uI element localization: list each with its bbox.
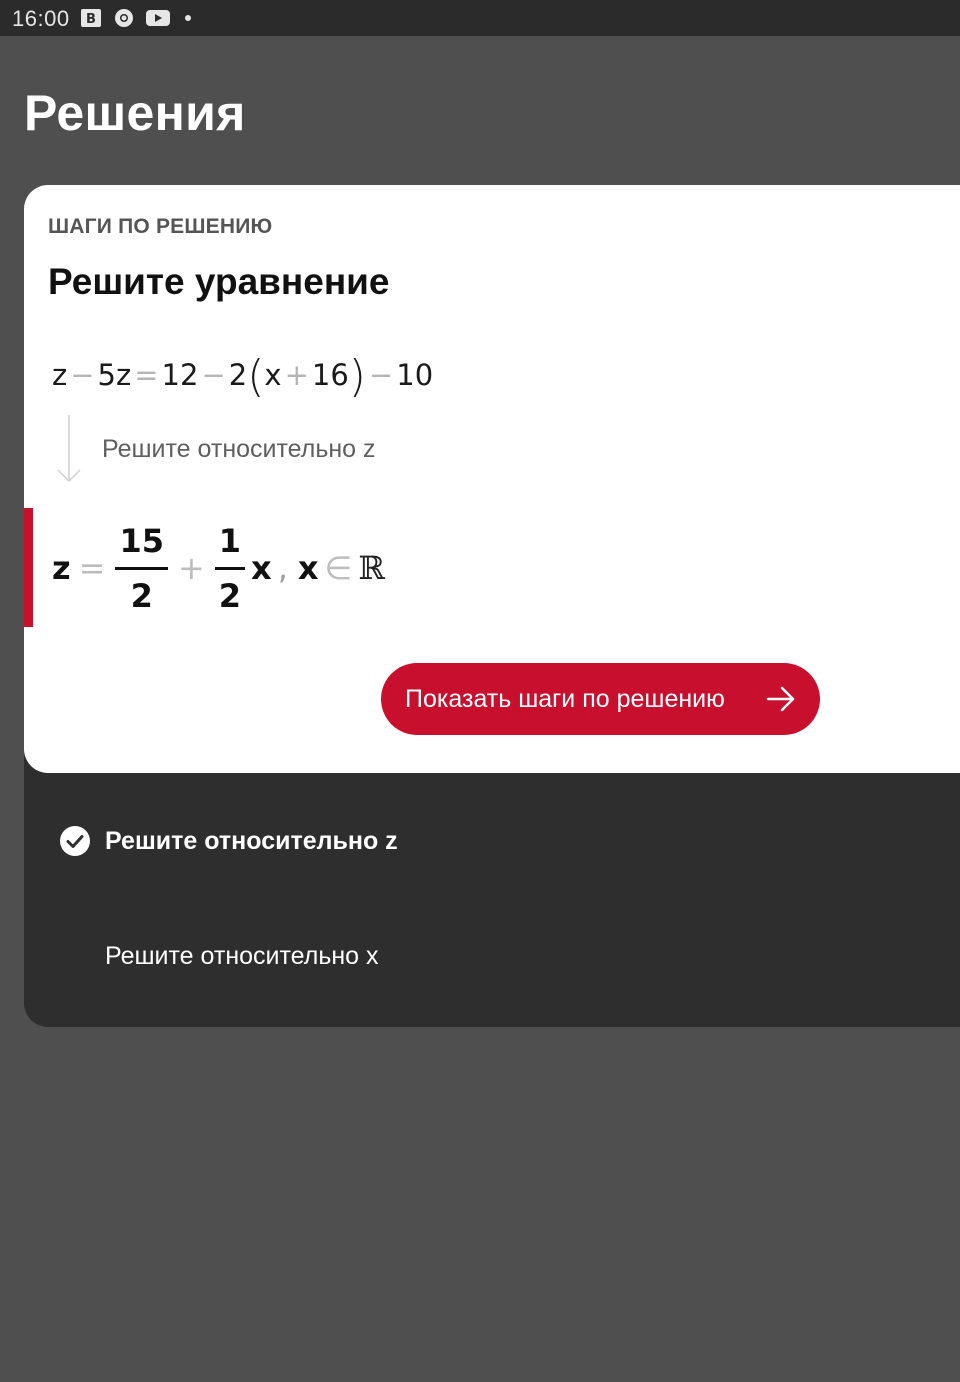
- eq-term: 16: [311, 358, 349, 392]
- notification-dot-icon: [183, 8, 193, 28]
- fraction: [115, 515, 168, 622]
- fraction: [215, 515, 245, 622]
- eq-term: 5z: [97, 358, 132, 392]
- result-comma: ,: [277, 549, 288, 587]
- result-lhs: z: [52, 549, 71, 587]
- eq-operator: +: [284, 358, 309, 392]
- eq-term: 12: [161, 358, 199, 392]
- result-variable: x: [251, 549, 272, 587]
- status-bar: [0, 0, 960, 36]
- fraction-numerator: 15: [119, 521, 164, 560]
- result-variable: x: [297, 549, 319, 587]
- step-hint: Решите относительно z: [102, 435, 376, 463]
- eq-paren: (: [247, 351, 265, 402]
- option-label: Решите относительно x: [105, 942, 379, 970]
- eq-term: 10: [396, 358, 434, 392]
- eq-term: z: [52, 358, 68, 392]
- eq-term: 2: [228, 358, 248, 392]
- eq-term: x: [264, 358, 282, 392]
- eq-operator: −: [201, 358, 226, 392]
- result-expression: [52, 513, 385, 623]
- show-steps-button[interactable]: [381, 663, 820, 735]
- steps-caption: ШАГИ ПО РЕШЕНИЮ: [48, 215, 273, 238]
- solution-card: [24, 185, 960, 773]
- real-numbers-symbol: ℝ: [358, 549, 385, 587]
- fraction-numerator: 1: [218, 521, 242, 560]
- eq-operator: −: [70, 358, 95, 392]
- result-equals: =: [78, 549, 106, 587]
- equation: [52, 351, 433, 402]
- eq-operator: −: [368, 358, 394, 392]
- result-accent-bar: [24, 508, 33, 627]
- card-heading: Решите уравнение: [48, 261, 390, 302]
- check-circle-icon: [60, 826, 90, 856]
- option-solve-for-z[interactable]: [60, 826, 398, 856]
- element-of-symbol: ∈: [324, 549, 353, 587]
- b-app-icon: [80, 8, 102, 28]
- chrome-icon: [113, 8, 135, 28]
- result-plus: +: [177, 549, 205, 587]
- fraction-denominator: 2: [130, 576, 153, 615]
- down-arrow-icon: [56, 413, 82, 485]
- eq-operator: =: [134, 358, 159, 392]
- page-title: Решения: [24, 85, 246, 141]
- svg-text:B: B: [86, 12, 96, 27]
- youtube-icon: [145, 8, 171, 28]
- option-label: Решите относительно z: [105, 826, 398, 855]
- fraction-denominator: 2: [218, 576, 242, 615]
- option-solve-for-x[interactable]: [105, 942, 379, 971]
- show-steps-label: Показать шаги по решению: [405, 684, 725, 713]
- status-time: 16:00: [12, 6, 70, 31]
- arrow-right-icon: [766, 685, 796, 713]
- eq-paren: ): [348, 351, 366, 402]
